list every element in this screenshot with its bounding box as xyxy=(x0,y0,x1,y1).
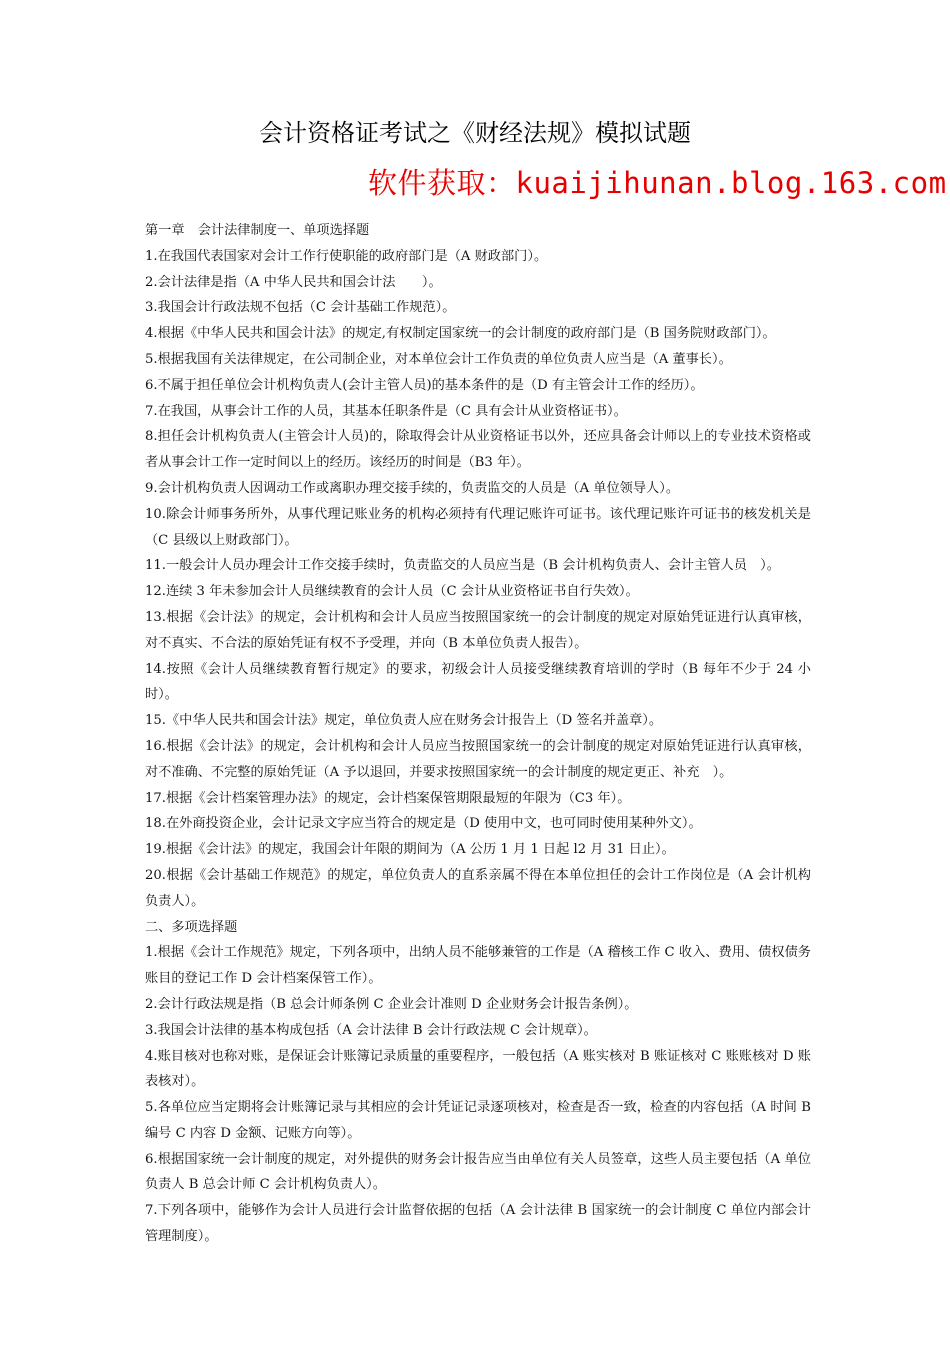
section-heading: 二、多项选择题 xyxy=(145,919,238,935)
document-body xyxy=(145,218,811,1250)
text-line: 12.连续 3 年未参加会计人员继续教育的会计人员（C 会计从业资格证书自行失效）。 xyxy=(145,584,639,600)
text-line: 9.会计机构负责人因调动工作或离职办理交接手续的，负责监交的人员是（A 单位领导人）。 xyxy=(145,480,680,496)
text-line: 19.根据《会计法》的规定，我国会计年限的期间为（A 公历 1 月 1 日起 l2 月 31 日止）。 xyxy=(145,842,675,858)
text-line: 5.各单位应当定期将会计账簿记录与其相应的会计凭证记录逐项核对，检查是否一致，检查的内容包括（A 时间 B 编号 C 内容 D 金额、记账方向等）。 xyxy=(145,1100,811,1141)
text-line: 6.不属于担任单位会计机构负责人(会计主管人员)的基本条件的是（D 有主管会计工作的经历）。 xyxy=(145,377,704,393)
text-line: 5.根据我国有关法律规定，在公司制企业，对本单位会计工作负责的单位负责人应当是（A 董事长）。 xyxy=(145,351,732,367)
watermark-text: 软件获取：kuaijihunan.blog.163.com xyxy=(368,166,947,200)
text-line: 17.根据《会计档案管理办法》的规定，会计档案保管期限最短的年限为（C3 年）。 xyxy=(145,790,631,806)
text-line: 4.根据《中华人民共和国会计法》的规定,有权制定国家统一的会计制度的政府部门是（B 国务院财政部门）。 xyxy=(145,326,776,342)
text-line: 18.在外商投资企业，会计记录文字应当符合的规定是（D 使用中文，也可同时使用某种外文）。 xyxy=(145,816,702,832)
document-title: 会计资格证考试之《财经法规》模拟试题 xyxy=(259,119,691,147)
text-line: 第一章 会计法律制度一、单项选择题 xyxy=(145,223,370,238)
text-line: 1.根据《会计工作规范》规定，下列各项中，出纳人员不能够兼管的工作是（A 稽核工作 C 收入、费用、债权债务账目的登记工作 D 会计档案保管工作）。 xyxy=(145,945,811,987)
text-line: 14.按照《会计人员继续教育暂行规定》的要求，初级会计人员接受继续教育培训的学时（B 每年不少于 24 小时）。 xyxy=(145,661,811,703)
text-line: 4.账目核对也称对账，是保证会计账簿记录质量的重要程序，一般包括（A 账实核对 B 账证核对 C 账账核对 D 账表核对）。 xyxy=(145,1048,811,1090)
text-line: 3.我国会计法律的基本构成包括（A 会计法律 B 会计行政法规 C 会计规章）。 xyxy=(145,1022,597,1038)
text-line: 6.根据国家统一会计制度的规定，对外提供的财务会计报告应当由单位有关人员签章，这些人员主要包括（A 单位负责人 B 总会计师 C 会计机构负责人）。 xyxy=(145,1151,811,1193)
text-line: 16.根据《会计法》的规定，会计机构和会计人员应当按照国家统一的会计制度的规定对原始凭证进行认真审核，对不准确、不完整的原始凭证（A 予以退回，并要求按照国家统一的会计制度的规定更正、补充 ）。 xyxy=(145,738,811,780)
text-line: 8.担任会计机构负责人(主管会计人员)的，除取得会计从业资格证书以外，还应具备会计师以上的专业技术资格或者从事会计工作一定时间以上的经历。该经历的时间是（B3 年）。 xyxy=(145,429,811,471)
text-line: 1.在我国代表国家对会计工作行使职能的政府部门是（A 财政部门）。 xyxy=(145,248,548,264)
text-line: 7.下列各项中，能够作为会计人员进行会计监督依据的包括（A 会计法律 B 国家统一的会计制度 C 单位内部会计管理制度）。 xyxy=(145,1203,811,1245)
text-line: 20.根据《会计基础工作规范》的规定，单位负责人的直系亲属不得在本单位担任的会计工作岗位是（A 会计机构负责人）。 xyxy=(145,867,811,909)
text-line: 10.除会计师事务所外，从事代理记账业务的机构必须持有代理记账许可证书。该代理记账许可证书的核发机关是（C 县级以上财政部门）。 xyxy=(145,506,811,548)
text-line: 11.一般会计人员办理会计工作交接手续时，负责监交的人员应当是（B 会计机构负责人、会计主管人员 ）。 xyxy=(145,558,780,574)
text-line: 13.根据《会计法》的规定，会计机构和会计人员应当按照国家统一的会计制度的规定对原始凭证进行认真审核，对不真实、不合法的原始凭证有权不予受理，并向（B 本单位负责人报告）。 xyxy=(145,609,811,651)
text-line: 7.在我国，从事会计工作的人员，其基本任职条件是（C 具有会计从业资格证书）。 xyxy=(145,403,627,419)
text-line: 15.《中华人民共和国会计法》规定，单位负责人应在财务会计报告上（D 签名并盖章）。 xyxy=(145,713,663,729)
text-line: 2.会计法律是指（A 中华人民共和国会计法 ）。 xyxy=(145,274,442,290)
text-line: 3.我国会计行政法规不包括（C 会计基础工作规范）。 xyxy=(145,300,456,316)
text-line: 2.会计行政法规是指（B 总会计师条例 C 企业会计准则 D 企业财务会计报告条例）。 xyxy=(145,996,638,1012)
